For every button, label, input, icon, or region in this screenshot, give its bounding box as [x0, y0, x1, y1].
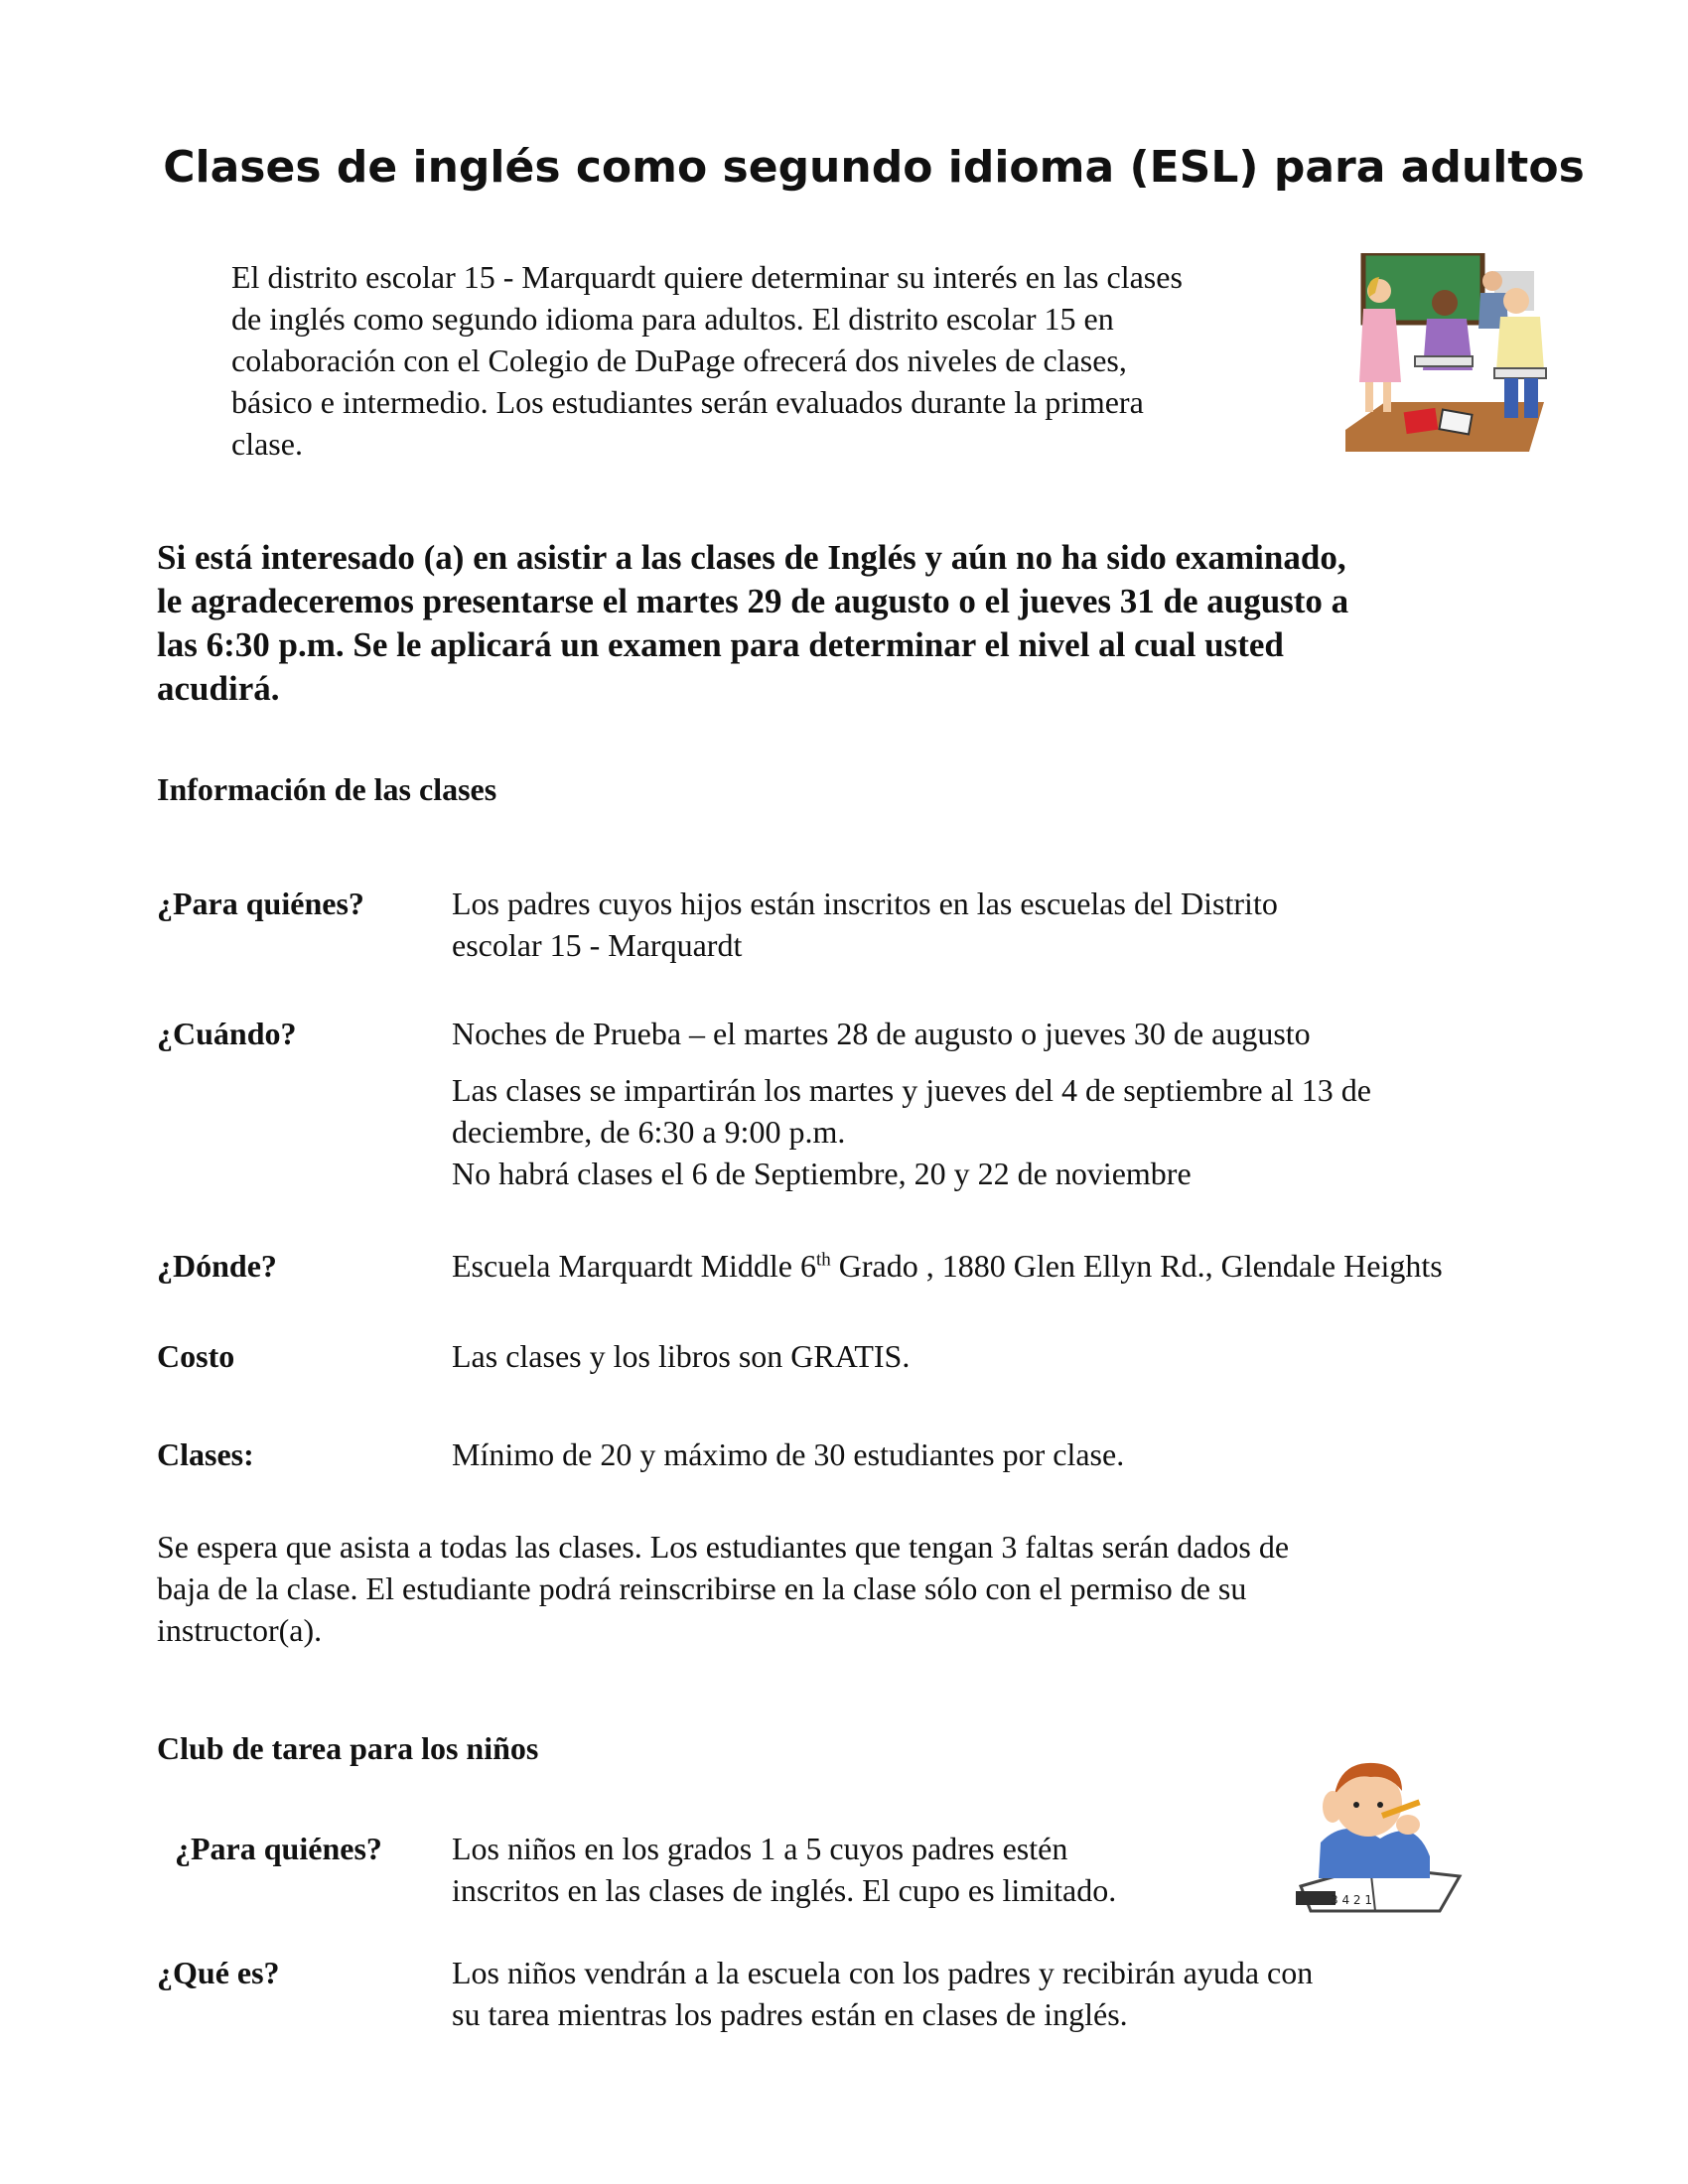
intro-line: clase.: [231, 426, 303, 462]
interest-notice: [157, 536, 1527, 711]
para-quienes-value: [452, 883, 1278, 966]
costo-value: Las clases y los libros son GRATIS.: [452, 1338, 911, 1374]
value-line: Los padres cuyos hijos están inscritos en las escuelas del Distrito: [452, 886, 1278, 921]
class-info-heading: Información de las clases: [157, 771, 497, 807]
notice-line: acudirá.: [157, 669, 280, 708]
clases-value: Mínimo de 20 y máximo de 30 estudiantes por clase.: [452, 1436, 1125, 1472]
value-line: Las clases se impartirán los martes y jueves del 4 de septiembre al 13 de: [452, 1072, 1371, 1108]
student-studying-clipart: [1291, 1747, 1465, 1916]
ordinal-suffix: th: [816, 1249, 831, 1271]
intro-paragraph: [231, 256, 1304, 465]
intro-line: El distrito escolar 15 - Marquardt quiere determinar su interés en las clases: [231, 259, 1183, 295]
que-es-value: [452, 1952, 1313, 2035]
intro-line: de inglés como segundo idioma para adultos. El distrito escolar 15 en: [231, 301, 1114, 337]
donde-value: [452, 1245, 1443, 1287]
notice-line: le agradeceremos presentarse el martes 29 de augusto o el jueves 31 de augusto a: [157, 582, 1349, 620]
value-line: Los niños vendrán a la escuela con los padres y recibirán ayuda con: [452, 1955, 1314, 1990]
donde-label: ¿Dónde?: [157, 1248, 277, 1284]
club-para-quienes-label: ¿Para quiénes?: [175, 1831, 382, 1866]
cuando-label: ¿Cuándo?: [157, 1016, 297, 1051]
address-part: Grado , 1880 Glen Ellyn Rd., Glendale Heights: [830, 1248, 1443, 1284]
attendance-notice: [157, 1526, 1289, 1651]
notice-line: instructor(a).: [157, 1612, 323, 1648]
value-line: su tarea mientras los padres están en clases de inglés.: [452, 1996, 1128, 2032]
notice-line: baja de la clase. El estudiante podrá reinscribirse en la clase sólo con el permiso de su: [157, 1570, 1247, 1606]
value-line: deciembre, de 6:30 a 9:00 p.m.: [452, 1114, 846, 1150]
homework-club-heading: Club de tarea para los niños: [157, 1730, 539, 1766]
cuando-value-schedule: [452, 1069, 1371, 1194]
notice-line: Si está interesado (a) en asistir a las clases de Inglés y aún no ha sido examinado,: [157, 538, 1346, 577]
club-para-quienes-value: [452, 1828, 1116, 1911]
value-line: No habrá clases el 6 de Septiembre, 20 y 22 de noviembre: [452, 1156, 1192, 1191]
cuando-value-test-nights: Noches de Prueba – el martes 28 de augusto o jueves 30 de augusto: [452, 1016, 1311, 1051]
classroom-clipart: [1345, 253, 1564, 458]
value-line: Los niños en los grados 1 a 5 cuyos padres estén: [452, 1831, 1068, 1866]
notice-line: Se espera que asista a todas las clases. Los estudiantes que tengan 3 faltas serán dados de: [157, 1529, 1290, 1565]
intro-line: colaboración con el Colegio de DuPage ofrecerá dos niveles de clases,: [231, 342, 1127, 378]
svg-text:3 4 2 1: 3 4 2 1: [1331, 1893, 1372, 1907]
costo-label: Costo: [157, 1338, 235, 1374]
value-line: inscritos en las clases de inglés. El cupo es limitado.: [452, 1872, 1117, 1908]
intro-line: básico e intermedio. Los estudiantes serán evaluados durante la primera: [231, 384, 1144, 420]
page-title: Clases de inglés como segundo idioma (ESL) para adultos: [163, 142, 1585, 193]
address-part: Escuela Marquardt Middle 6: [452, 1248, 816, 1284]
clases-label: Clases:: [157, 1436, 254, 1472]
notice-line: las 6:30 p.m. Se le aplicará un examen para determinar el nivel al cual usted: [157, 625, 1284, 664]
para-quienes-label: ¿Para quiénes?: [157, 886, 364, 921]
que-es-label: ¿Qué es?: [157, 1955, 280, 1990]
value-line: escolar 15 - Marquardt: [452, 927, 743, 963]
